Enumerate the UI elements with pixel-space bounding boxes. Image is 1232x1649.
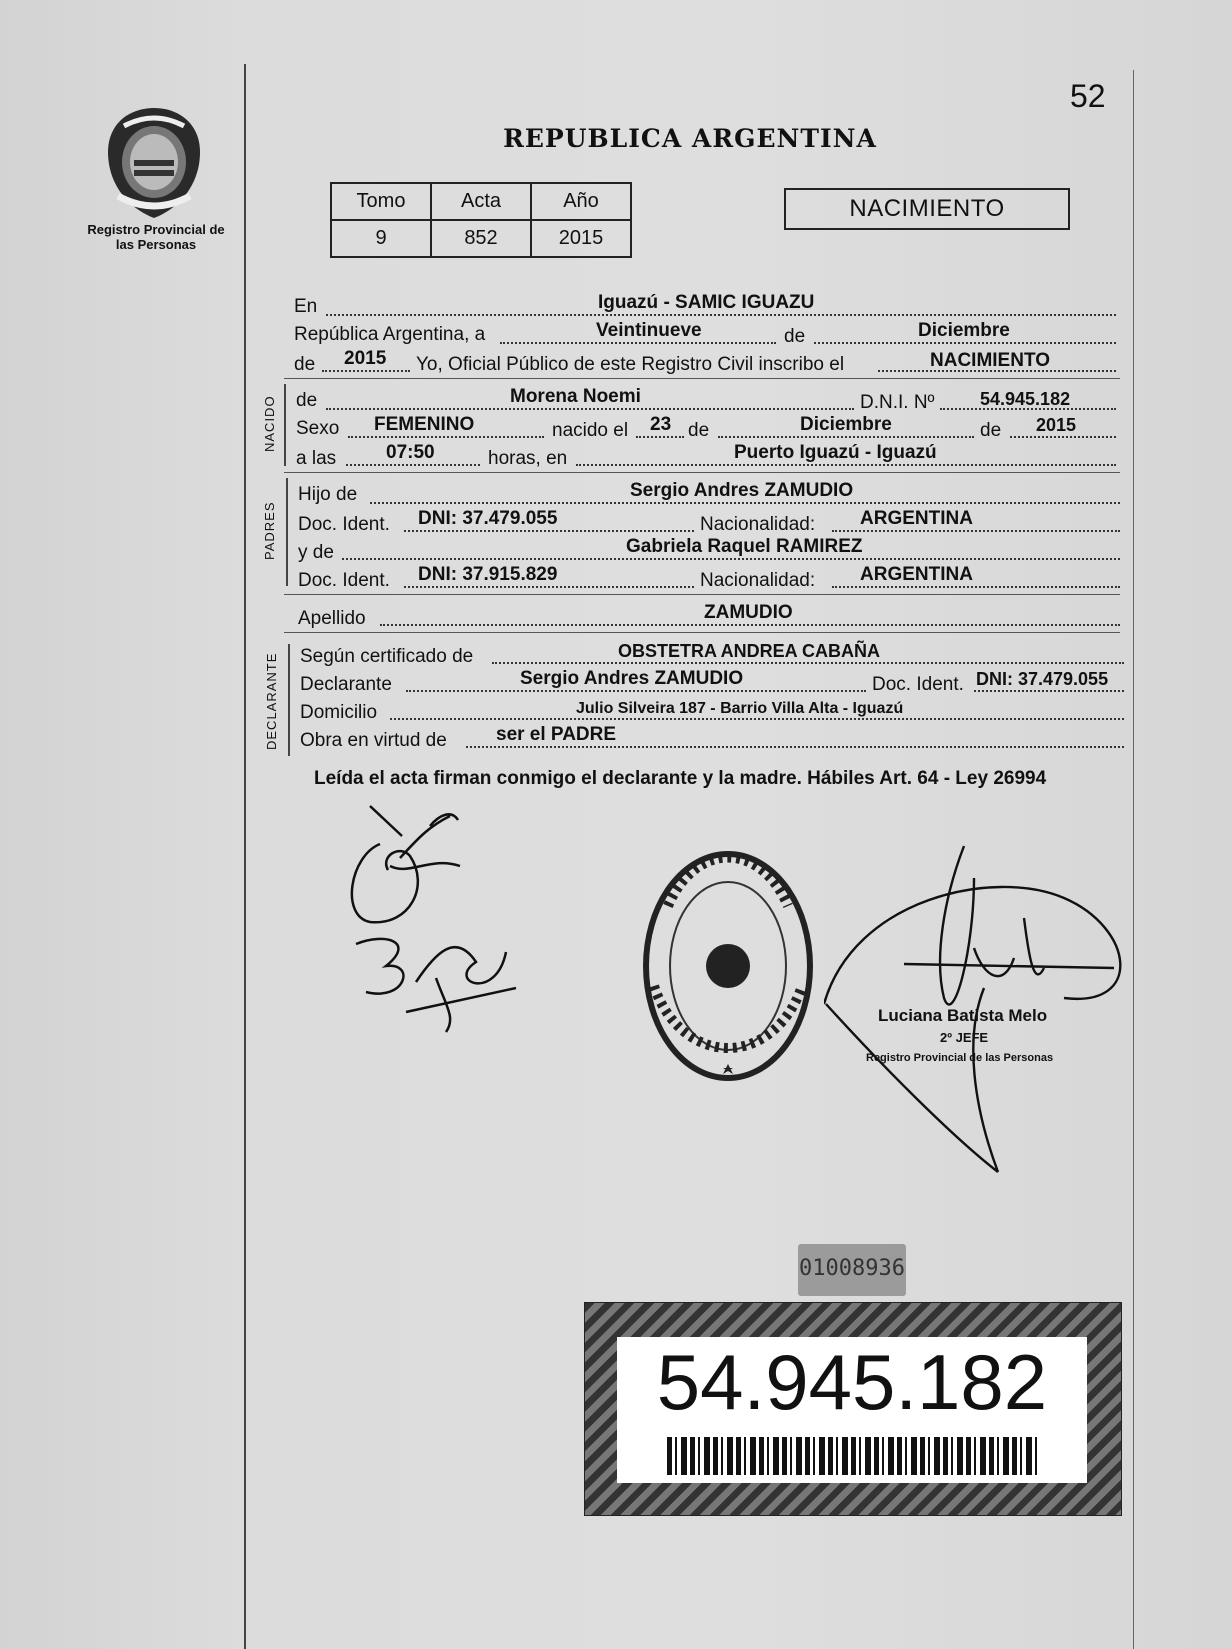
- a-las-label: a las: [296, 448, 337, 469]
- nacido-el-label: nacido el: [552, 420, 629, 441]
- dni-label: D.N.I. Nº: [860, 392, 935, 413]
- father-dni-value: DNI: 37.479.055: [418, 508, 558, 529]
- hijo-de-label: Hijo de: [298, 484, 358, 505]
- birth-month-value: Diciembre: [800, 414, 892, 435]
- barcode-label: [617, 1337, 1087, 1483]
- registry-name: Registro Provincial de las Personas: [87, 222, 225, 252]
- barcode-number: 54.945.182: [656, 1338, 1048, 1426]
- padres-section-label: PADRES: [262, 501, 277, 560]
- record-table: [330, 182, 632, 258]
- separator: [284, 632, 1120, 633]
- officer-title: 2º JEFE: [940, 1030, 989, 1045]
- apellido-label: Apellido: [298, 608, 366, 629]
- tomo-value: 9: [331, 220, 431, 257]
- coat-of-arms-icon: [104, 104, 204, 222]
- closing-text: Leída el acta firman conmigo el declarante y la madre. Hábiles Art. 64 - Ley 26994: [314, 768, 1047, 789]
- place-value: Iguazú - SAMIC IGUAZU: [598, 292, 815, 313]
- dotted-line: [1010, 436, 1116, 438]
- record-type-box: NACIMIENTO: [784, 188, 1070, 230]
- address-value: Julio Silveira 187 - Barrio Villa Alta - Iguazú: [576, 700, 904, 717]
- declarant-name-value: Sergio Andres ZAMUDIO: [520, 668, 744, 689]
- child-name-value: Morena Noemi: [510, 386, 641, 407]
- y-de-label: y de: [298, 542, 334, 563]
- document-title: REPUBLICA ARGENTINA: [503, 124, 877, 153]
- dotted-line: [636, 436, 684, 438]
- anio-value: 2015: [531, 220, 631, 257]
- day-value: Veintinueve: [596, 320, 702, 341]
- mother-signature-icon: [346, 922, 536, 1040]
- dotted-line: [326, 408, 854, 410]
- dotted-line: [974, 690, 1124, 692]
- mother-nationality-value: ARGENTINA: [860, 564, 973, 585]
- father-nationality-value: ARGENTINA: [860, 508, 973, 529]
- tomo-header: Tomo: [331, 183, 431, 220]
- birth-year-value: 2015: [1036, 415, 1077, 435]
- dotted-line: [404, 530, 694, 532]
- dotted-line: [370, 502, 1120, 504]
- nacido-section-label: NACIDO: [262, 395, 277, 452]
- sexo-label: Sexo: [296, 418, 340, 439]
- dotted-line: [326, 314, 1116, 316]
- officer-registry: Registro Provincial de las Personas: [866, 1052, 1054, 1064]
- obra-en-virtud-label: Obra en virtud de: [300, 730, 447, 751]
- separator: [284, 378, 1120, 379]
- left-border: [244, 64, 246, 1649]
- nacionalidad-label: Nacionalidad:: [700, 570, 816, 591]
- section-bracket: [288, 644, 290, 756]
- nacionalidad-label: Nacionalidad:: [700, 514, 816, 535]
- acta-header: Acta: [431, 183, 531, 220]
- birth-time-value: 07:50: [386, 442, 435, 463]
- capacity-value: ser el PADRE: [496, 724, 617, 745]
- serial-number: 01008936: [799, 1256, 905, 1281]
- dotted-line: [380, 624, 1120, 626]
- republica-label: República Argentina, a: [294, 324, 486, 345]
- barcode-icon: [667, 1437, 1037, 1475]
- doc-ident-label: Doc. Ident.: [298, 570, 390, 591]
- separator: [284, 472, 1120, 473]
- horas-en-label: horas, en: [488, 448, 568, 469]
- birth-day-value: 23: [650, 414, 672, 435]
- dotted-line: [832, 586, 1120, 588]
- certificate-value: OBSTETRA ANDREA CABAÑA: [618, 641, 880, 661]
- en-label: En: [294, 296, 318, 317]
- act-type-value: NACIMIENTO: [930, 350, 1050, 371]
- dotted-line: [322, 370, 410, 372]
- dotted-line: [718, 436, 974, 438]
- father-name-value: Sergio Andres ZAMUDIO: [630, 480, 854, 501]
- section-bracket: [284, 384, 286, 466]
- section-bracket: [286, 478, 288, 586]
- dotted-line: [814, 342, 1116, 344]
- month-value: Diciembre: [918, 320, 1010, 341]
- official-seal-icon: [638, 846, 818, 1086]
- surname-value: ZAMUDIO: [704, 602, 793, 623]
- child-dni-value: 54.945.182: [980, 389, 1071, 409]
- oficial-label: Yo, Oficial Público de este Registro Civil inscribo el: [416, 354, 845, 375]
- declarant-signature-icon: [340, 796, 500, 936]
- birth-place-value: Puerto Iguazú - Iguazú: [734, 442, 937, 463]
- dotted-line: [466, 746, 1124, 748]
- dotted-line: [404, 586, 694, 588]
- separator: [284, 594, 1120, 595]
- mother-dni-value: DNI: 37.915.829: [418, 564, 558, 585]
- dotted-line: [406, 690, 866, 692]
- de-label: de: [784, 326, 806, 347]
- dotted-line: [832, 530, 1120, 532]
- year-value: 2015: [344, 348, 387, 369]
- doc-ident-label: Doc. Ident.: [872, 674, 964, 695]
- de-label: de: [296, 390, 318, 411]
- declarante-label: Declarante: [300, 674, 392, 695]
- officer-name: Luciana Batista Melo: [878, 1006, 1048, 1025]
- de-label: de: [294, 354, 316, 375]
- serial-sticker: [798, 1244, 906, 1296]
- dotted-line: [348, 436, 544, 438]
- acta-value: 852: [431, 220, 531, 257]
- barcode-sticker: [584, 1302, 1122, 1516]
- dotted-line: [500, 342, 776, 344]
- dotted-line: [492, 662, 1124, 664]
- mother-name-value: Gabriela Raquel RAMIREZ: [626, 536, 863, 557]
- page-number: 52: [1070, 78, 1106, 114]
- segun-certificado-label: Según certificado de: [300, 646, 474, 667]
- anio-header: Año: [531, 183, 631, 220]
- declarante-section-label: DECLARANTE: [264, 652, 279, 750]
- doc-ident-label: Doc. Ident.: [298, 514, 390, 535]
- dotted-line: [342, 558, 1120, 560]
- de-label: de: [688, 420, 710, 441]
- dotted-line: [346, 464, 480, 466]
- dotted-line: [576, 464, 1116, 466]
- domicilio-label: Domicilio: [300, 702, 378, 723]
- sex-value: FEMENINO: [374, 414, 475, 435]
- de-label: de: [980, 420, 1002, 441]
- declarant-dni-value: DNI: 37.479.055: [976, 669, 1109, 689]
